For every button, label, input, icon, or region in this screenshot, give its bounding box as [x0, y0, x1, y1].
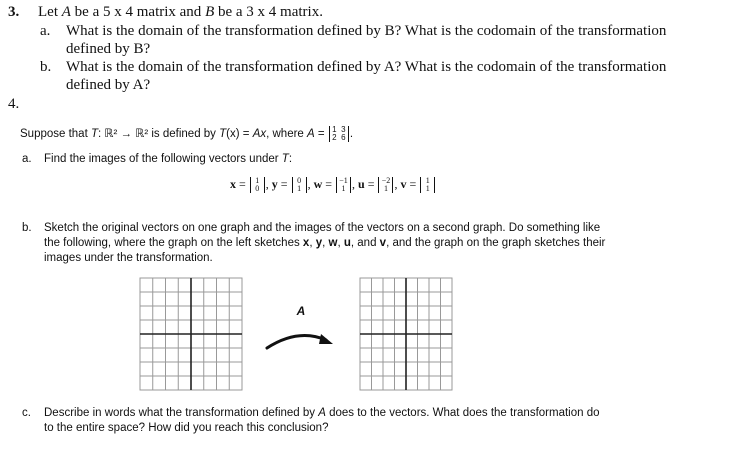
question-3-text: Let A be a 5 x 4 matrix and B be a 3 x 4 matrix.	[38, 4, 323, 20]
matrix-a: 1 3 2 6	[329, 126, 349, 142]
question-3b-line-2: defined by A?	[66, 77, 151, 93]
question-3a-line-1: What is the domain of the transformation defined by B? What is the codomain of the transformation	[66, 23, 667, 39]
question-4c-line-2: to the entire space? How did you reach this conclusion?	[44, 422, 329, 434]
vector-x: 1 0	[250, 177, 265, 193]
vector-u: −2 1	[378, 177, 393, 193]
question-4c-label: c.	[22, 407, 31, 419]
question-4b-line-3: images under the transformation.	[44, 252, 213, 264]
question-4a-label: a.	[22, 153, 32, 165]
question-3-number: 3.	[8, 4, 20, 20]
question-4-intro: Suppose that T: ℝ² → ℝ² is defined by T(x) = Ax, where A = 1 3 2 6 .	[20, 125, 354, 142]
arrow-head-icon	[319, 334, 333, 344]
question-3a-line-2: defined by B?	[66, 41, 151, 57]
question-4a-text: Find the images of the following vectors under T:	[44, 153, 293, 165]
question-4b-line-2: the following, where the graph on the left sketches x, y, w, u, and v, and the graph on the graph sketches their	[44, 237, 606, 249]
question-4-number: 4.	[8, 96, 20, 112]
vector-y: 0 1	[292, 177, 307, 193]
vector-w: −1 1	[336, 177, 351, 193]
vector-list: x = 1 0 , y = 0 1 , w = −1 1 , u = −2 1 , v = 1 1	[230, 177, 436, 193]
graphs-figure	[130, 268, 460, 400]
transformation-label: A	[296, 304, 306, 318]
curved-arrow-icon	[267, 336, 326, 349]
question-4b-label: b.	[22, 222, 32, 234]
question-4c-line-1: Describe in words what the transformation defined by A does to the vectors. What does the transformation do	[44, 407, 600, 419]
question-3b-label: b.	[40, 59, 52, 75]
question-4b-line-1: Sketch the original vectors on one graph and the images of the vectors on a second graph. Do something like	[44, 222, 601, 234]
question-3a-label: a.	[40, 23, 51, 39]
question-3b-line-1: What is the domain of the transformation defined by A? What is the codomain of the transformation	[66, 59, 667, 75]
left-axes	[140, 278, 242, 390]
right-axes	[360, 278, 452, 390]
vector-v: 1 1	[420, 177, 435, 193]
